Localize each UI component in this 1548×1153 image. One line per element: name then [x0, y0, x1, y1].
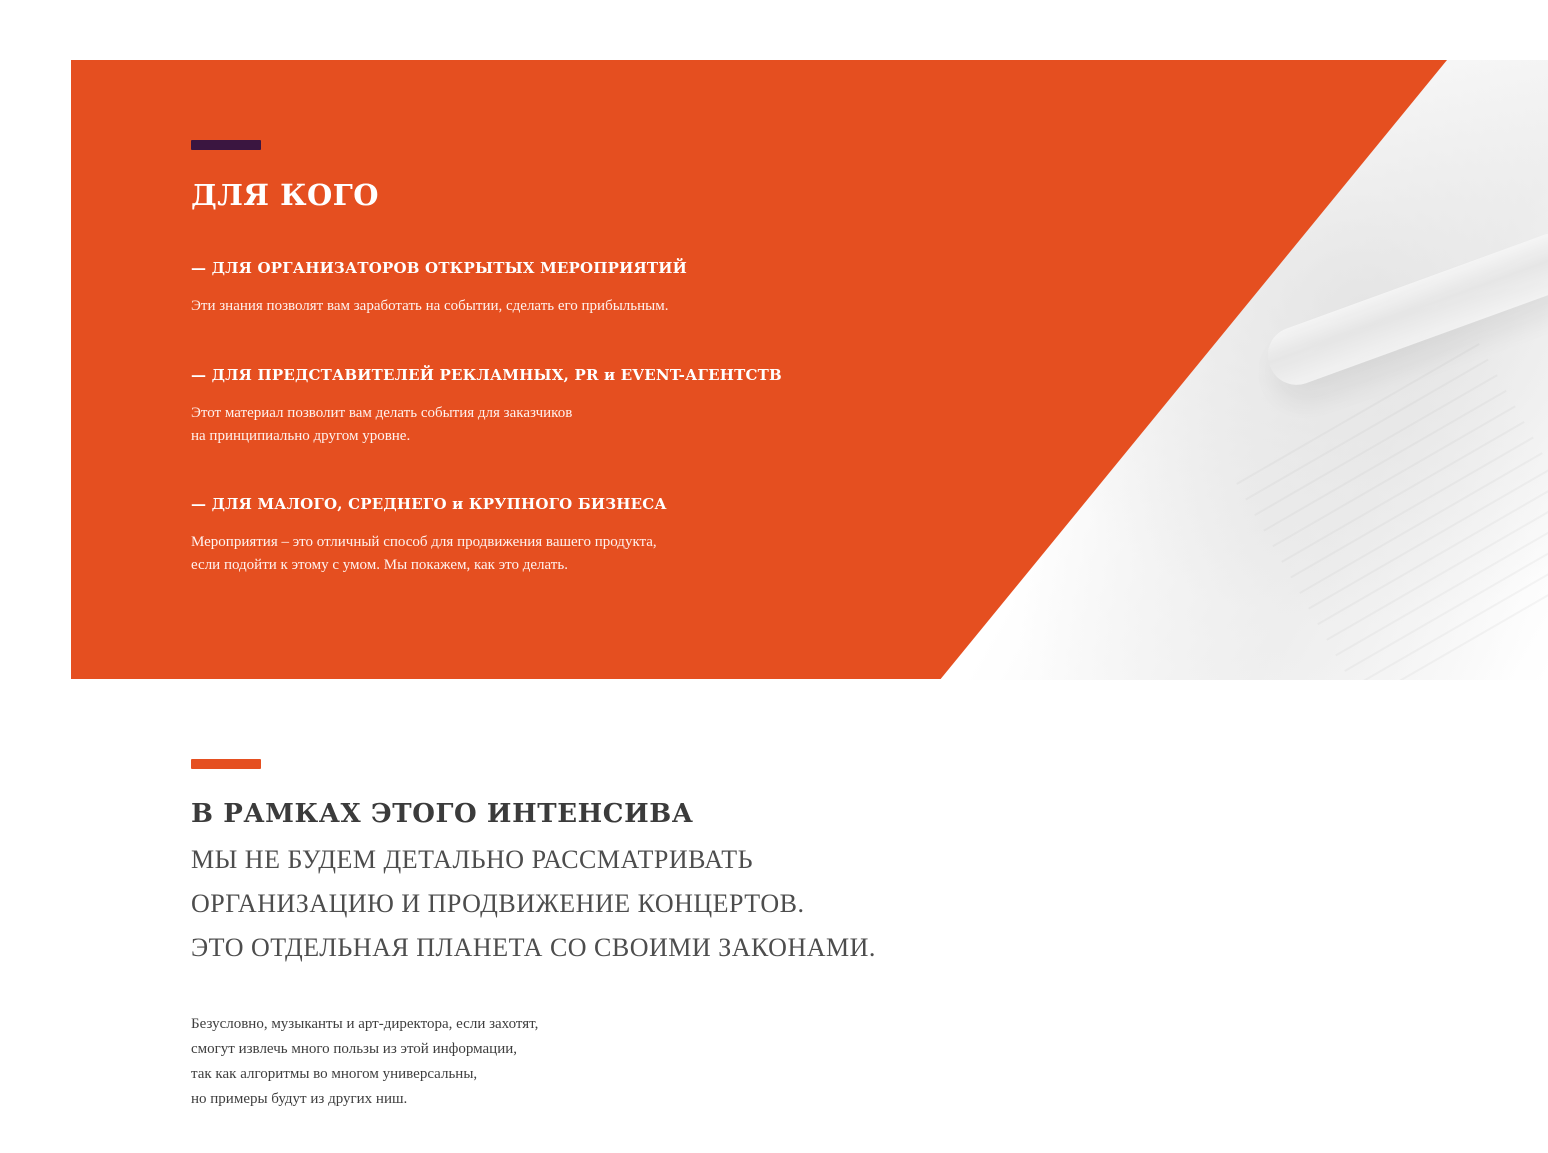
- audience-item-title: — ДЛЯ ПРЕДСТАВИТЕЛЕЙ РЕКЛАМНЫХ, PR и EVENT-АГЕНТСТВ: [191, 366, 782, 384]
- accent-bar-purple: [191, 140, 261, 150]
- pen-image: [1260, 225, 1548, 392]
- intensive-subheading: МЫ НЕ БУДЕМ ДЕТАЛЬНО РАССМАТРИВАТЬ ОРГАНИЗАЦИЮ И ПРОДВИЖЕНИЕ КОНЦЕРТОВ. ЭТО ОТДЕЛЬНАЯ ПЛАНЕТА СО СВОИМИ ЗАКОНАМИ.: [191, 845, 876, 962]
- audience-item-text: Мероприятия – это отличный способ для продвижения вашего продукта, если подойти к этому с умом. Мы покажем, как это делать.: [191, 534, 657, 573]
- intensive-heading: В РАМКАХ ЭТОГО ИНТЕНСИВА: [191, 799, 694, 829]
- audience-item-title: — ДЛЯ МАЛОГО, СРЕДНЕГО и КРУПНОГО БИЗНЕСА: [191, 495, 667, 513]
- accent-bar-orange: [191, 759, 261, 769]
- intensive-paragraph: Безусловно, музыканты и арт-директора, если захотят, смогут извлечь много пользы из этой информации, так как алгоритмы во многом универсальны, но примеры будут из других ниш.: [191, 1016, 539, 1107]
- document-texture: [1236, 343, 1548, 680]
- audience-item-text: Эти знания позволят вам заработать на событии, сделать его прибыльным.: [191, 298, 669, 314]
- for-whom-heading: ДЛЯ КОГО: [191, 178, 380, 212]
- audience-item-text: Этот материал позволит вам делать события для заказчиков на принципиально другом уровне.: [191, 405, 573, 444]
- audience-item-title: — ДЛЯ ОРГАНИЗАТОРОВ ОТКРЫТЫХ МЕРОПРИЯТИЙ: [191, 259, 688, 277]
